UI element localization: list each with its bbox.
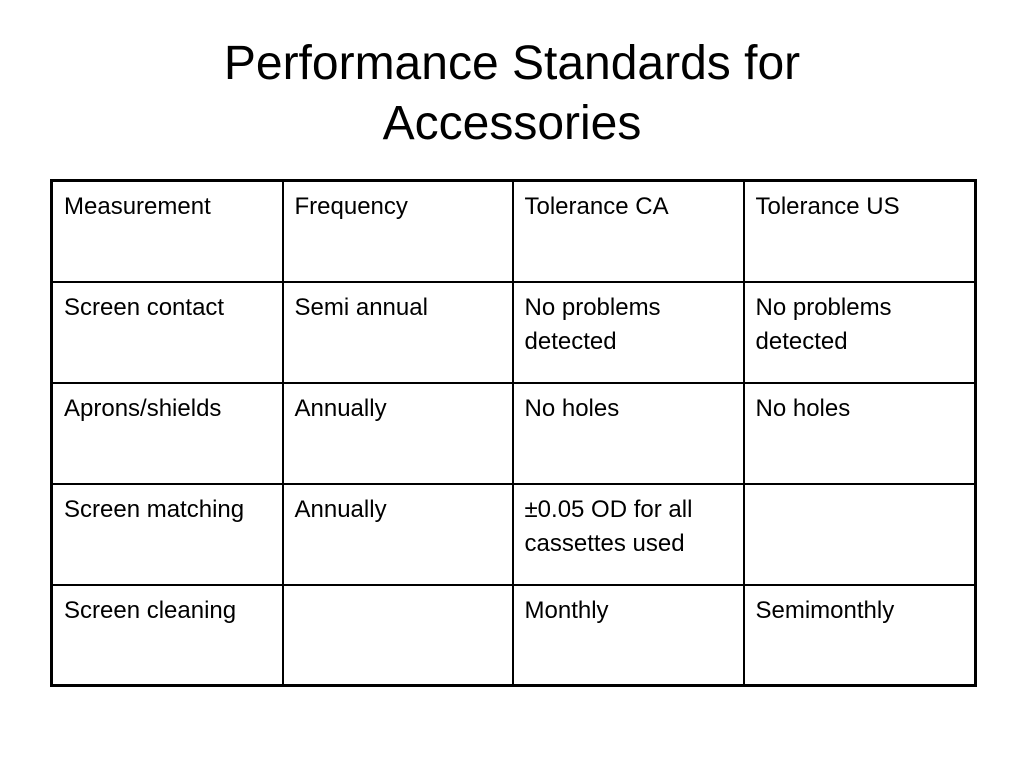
table-row — [52, 282, 976, 383]
table-row — [52, 383, 976, 484]
table-cell-frequency — [283, 585, 513, 686]
header-cell-measurement: Measurement — [52, 181, 283, 282]
slide-title-line-2: Accessories — [382, 97, 642, 150]
table-cell-frequency: Annually — [283, 484, 513, 585]
table-cell-frequency: Semi annual — [283, 282, 513, 383]
table-cell-measurement: Aprons/shields — [52, 383, 283, 484]
slide-title — [0, 34, 1024, 154]
table-cell-measurement: Screen contact — [52, 282, 283, 383]
table-cell-measurement: Screen matching — [52, 484, 283, 585]
table-cell-measurement: Screen cleaning — [52, 585, 283, 686]
table-cell-tolerance-ca: No holes — [513, 383, 744, 484]
table-cell-tolerance-us: No problems detected — [744, 282, 976, 383]
table-cell-frequency: Annually — [283, 383, 513, 484]
table-cell-tolerance-us: No holes — [744, 383, 976, 484]
header-cell-tolerance-us: Tolerance US — [744, 181, 976, 282]
table-cell-tolerance-ca: ±0.05 OD for all cassettes used — [513, 484, 744, 585]
table-cell-tolerance-ca: No problems detected — [513, 282, 744, 383]
slide-title-line-1: Performance Standards for — [223, 37, 801, 90]
table-row — [52, 585, 976, 686]
table-cell-tolerance-us — [744, 484, 976, 585]
header-cell-frequency: Frequency — [283, 181, 513, 282]
table-header-row — [52, 181, 976, 282]
accessories-standards-table — [50, 179, 977, 687]
table-cell-tolerance-ca: Monthly — [513, 585, 744, 686]
table-row — [52, 484, 976, 585]
header-cell-tolerance-ca: Tolerance CA — [513, 181, 744, 282]
table-cell-tolerance-us: Semimonthly — [744, 585, 976, 686]
